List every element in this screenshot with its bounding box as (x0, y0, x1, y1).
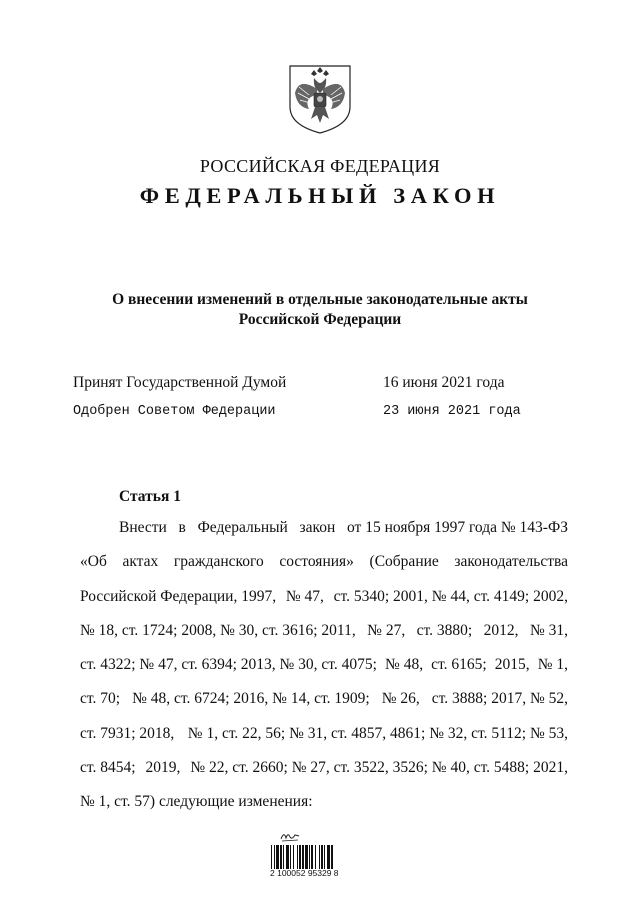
barcode-number: 2 100052 95329 8 (270, 868, 339, 878)
article-text-segment: Внести (119, 519, 167, 536)
article-text-segment: Российской Федерации, 1997, (80, 587, 277, 605)
article-text-segment: законодательства (454, 553, 568, 571)
article-line (80, 621, 568, 655)
law-title-line: Российской Федерации (238, 311, 402, 328)
duma-adoption-label: Принят Государственной Думой (73, 374, 287, 391)
article-text-segment: № 48, (385, 656, 424, 674)
duma-adoption-date: 16 июня 2021 года (383, 374, 505, 391)
article-text-segment: № 1, ст. 22, 56; № 31, ст. 4857, 4861; № 32, ст. 5112; № 53, (187, 724, 568, 742)
article-text-segment: № 27, (367, 621, 406, 639)
article-text-segment: в (178, 519, 186, 536)
russian-coat-of-arms-icon (287, 63, 353, 135)
article-text-segment: № 48, ст. 6724; 2016, № 14, ст. 1909; (132, 690, 370, 708)
article-text-segment: № 26, (381, 690, 420, 708)
article-text-segment: гражданского (173, 553, 264, 571)
law-title (0, 290, 640, 330)
article-text-segment: № 47, (285, 587, 324, 605)
article-line (80, 552, 568, 586)
article-text-segment: № 22, ст. 2660; № 27, ст. 3522, 3526; № 40, ст. 5488; 2021, (190, 759, 568, 777)
article-line (80, 655, 568, 689)
council-approval-label: Одобрен Советом Федерации (73, 404, 276, 419)
document-type: ФЕДЕРАЛЬНЫЙ ЗАКОН (139, 183, 501, 208)
article-line (80, 587, 568, 621)
article-text-segment: (Собрание (369, 553, 439, 571)
article-text-segment: закон (299, 519, 336, 536)
article-text-segment: ст. 3888; 2017, № 52, (431, 690, 568, 708)
barcode (270, 845, 366, 869)
article-text-segment: ст. 3880; (416, 621, 473, 639)
article-line (80, 758, 568, 792)
council-approval-date: 23 июня 2021 года (383, 404, 521, 419)
country-name: РОССИЙСКАЯ ФЕДЕРАЦИЯ (199, 156, 441, 176)
law-title-line: О внесении изменений в отдельные законодательные акты (112, 291, 528, 308)
article-text-segment: ст. 5340; 2001, № 44, ст. 4149; 2002, (333, 587, 568, 605)
handwritten-initials (279, 829, 301, 843)
article-text-segment: ст. 8454; (80, 759, 136, 777)
article-text-segment: Федеральный (197, 519, 288, 536)
article-text-segment: ст. 6165; (431, 656, 487, 674)
article-text-segment: ст. 7931; 2018, (80, 724, 175, 742)
article-text-segment: ст. 70; (80, 690, 121, 708)
article-text-segment: от 15 ноября 1997 года № 143-ФЗ (347, 519, 568, 536)
article-text-segment: «Об (80, 553, 107, 571)
article-text-segment: актах (122, 553, 159, 571)
article-heading: Статья 1 (119, 488, 181, 505)
article-text-segment: 2019, (145, 759, 181, 777)
article-line (80, 689, 568, 723)
article-text-segment: № 1, ст. 57) следующие изменения: (80, 793, 313, 811)
article-line (80, 724, 568, 758)
article-text-segment: состояния» (279, 553, 354, 571)
article-text-segment: № 18, ст. 1724; 2008, № 30, ст. 3616; 2011, (80, 621, 356, 639)
article-text-segment: 2012, (483, 621, 519, 639)
article-text-segment: 2015, (494, 656, 530, 674)
article-text-segment: № 1, (537, 656, 568, 674)
article-line (80, 518, 568, 552)
article-text-segment: ст. 4322; № 47, ст. 6394; 2013, № 30, ст. 4075; (80, 656, 377, 674)
article-line (80, 792, 568, 826)
article-body (80, 518, 568, 827)
article-text-segment: № 31, (529, 621, 568, 639)
